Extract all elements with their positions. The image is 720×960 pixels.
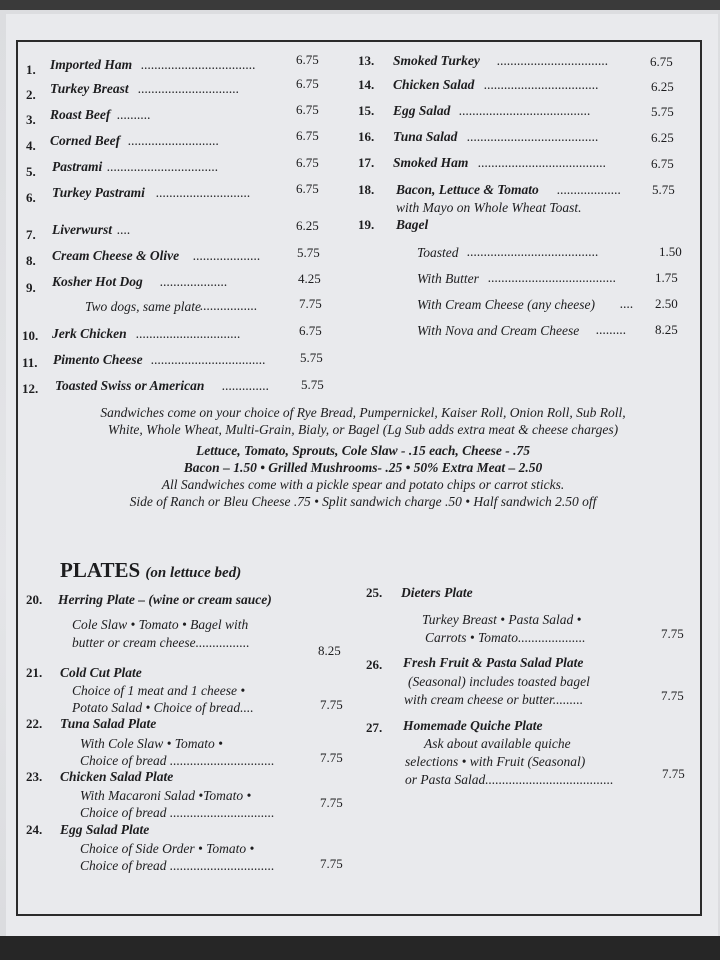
item-price: 7.75 <box>320 750 343 765</box>
item-name: Chicken Salad <box>393 77 475 92</box>
item-number: 1. <box>26 62 36 77</box>
item-number: 11. <box>22 355 38 370</box>
notes-extras: Bacon – 1.50 • Grilled Mushrooms- .25 • 50% Extra Meat – 2.50 <box>183 460 543 475</box>
leader-dots: ......... <box>596 322 627 337</box>
leader-dots: .............. <box>222 378 270 393</box>
leader-dots: ....................................... <box>467 129 599 144</box>
item-price: 7.75 <box>299 296 322 311</box>
item-description: or Pasta Salad...................................... <box>405 772 614 787</box>
item-name: Cream Cheese & Olive <box>52 248 180 263</box>
item-price: 6.75 <box>296 102 319 117</box>
leader-dots: .............................. <box>138 81 240 96</box>
item-name: Jerk Chicken <box>52 326 127 341</box>
notes-bread-choice: Sandwiches come on your choice of Rye Bread, Pumpernickel, Kaiser Roll, Onion Roll, Sub Roll, <box>100 405 626 420</box>
item-description: Potato Salad • Choice of bread.... <box>72 700 254 715</box>
item-price: 7.75 <box>661 626 684 641</box>
item-price: 1.50 <box>659 244 682 259</box>
item-name: Tuna Salad Plate <box>60 716 157 731</box>
leader-dots: ...................................... <box>488 270 617 285</box>
item-option: With Nova and Cream Cheese <box>417 323 580 338</box>
item-price: 7.75 <box>320 697 343 712</box>
item-price: 6.75 <box>651 156 674 171</box>
item-name: Liverwurst <box>52 222 113 237</box>
item-price: 5.75 <box>301 377 324 392</box>
item-name: Homemade Quiche Plate <box>403 718 543 733</box>
item-price: 4.25 <box>298 271 321 286</box>
item-description: with Mayo on Whole Wheat Toast. <box>396 200 582 215</box>
item-name: Pimento Cheese <box>53 352 143 367</box>
item-description: Carrots • Tomato.................... <box>425 630 586 645</box>
item-price: 8.25 <box>318 643 341 658</box>
item-name: Egg Salad <box>393 103 451 118</box>
item-price: 7.75 <box>320 856 343 871</box>
item-number: 10. <box>22 328 39 343</box>
item-name: Kosher Hot Dog <box>52 274 143 289</box>
item-price: 7.75 <box>320 795 343 810</box>
item-name: Herring Plate – (wine or cream sauce) <box>58 592 272 607</box>
item-price: 6.25 <box>651 130 674 145</box>
item-price: 5.75 <box>651 104 674 119</box>
item-name: Imported Ham <box>50 57 133 72</box>
item-name: Roast Beef <box>50 107 111 122</box>
leader-dots: .......... <box>117 107 151 122</box>
item-number: 5. <box>26 164 36 179</box>
photo-edge-shadow <box>0 936 720 960</box>
item-name: Cold Cut Plate <box>60 665 142 680</box>
item-name: Bagel <box>396 217 429 232</box>
item-description: butter or cream cheese................ <box>72 635 250 650</box>
item-name: Chicken Salad Plate <box>60 769 174 784</box>
item-price: 5.75 <box>297 245 320 260</box>
leader-dots: .................................. <box>484 77 599 92</box>
item-name: Turkey Pastrami <box>52 185 145 200</box>
item-option: With Butter <box>417 271 479 286</box>
leader-dots: .... <box>620 296 634 311</box>
item-price: 6.75 <box>296 155 319 170</box>
item-name: Smoked Ham <box>393 155 469 170</box>
leader-dots: ................. <box>200 298 258 313</box>
item-number: 20. <box>26 592 43 607</box>
item-number: 7. <box>26 227 36 242</box>
item-number: 15. <box>358 103 375 118</box>
leader-dots: ............................ <box>156 185 251 200</box>
item-price: 8.25 <box>655 322 678 337</box>
sandwich-notes <box>40 404 686 510</box>
item-number: 6. <box>26 190 36 205</box>
leader-dots: ........................... <box>128 133 220 148</box>
item-price: 6.75 <box>296 181 319 196</box>
item-number: 24. <box>26 822 43 837</box>
item-number: 12. <box>22 381 39 396</box>
leader-dots: ............................... <box>136 326 241 341</box>
item-name: Corned Beef <box>50 133 121 148</box>
item-option: Toasted <box>417 245 459 260</box>
item-number: 21. <box>26 665 43 680</box>
item-number: 4. <box>26 138 36 153</box>
item-description: With Macaroni Salad •Tomato • <box>80 788 252 803</box>
item-name: Fresh Fruit & Pasta Salad Plate <box>403 655 584 670</box>
leader-dots: .................................. <box>141 57 256 72</box>
item-price: 7.75 <box>662 766 685 781</box>
leader-dots: .... <box>117 222 131 237</box>
item-number: 27. <box>366 720 383 735</box>
leader-dots: ................................. <box>497 53 609 68</box>
item-number: 17. <box>358 155 375 170</box>
item-number: 2. <box>26 87 36 102</box>
item-option: With Cream Cheese (any cheese) <box>417 297 595 312</box>
item-number: 23. <box>26 769 43 784</box>
item-number: 22. <box>26 716 43 731</box>
item-price: 6.25 <box>651 79 674 94</box>
item-price: 6.75 <box>650 54 673 69</box>
item-price: 6.75 <box>299 323 322 338</box>
item-number: 9. <box>26 280 36 295</box>
item-number: 13. <box>358 53 375 68</box>
item-option: Two dogs, same plate <box>85 299 202 314</box>
item-number: 14. <box>358 77 375 92</box>
plates-subtitle: (on lettuce bed) <box>145 565 242 581</box>
notes-bread-choice-2: White, Whole Wheat, Multi-Grain, Bialy, or Bagel (Lg Sub adds extra meat & cheese charges) <box>107 422 619 437</box>
item-description: With Cole Slaw • Tomato • <box>80 736 223 751</box>
item-number: 3. <box>26 112 36 127</box>
item-name: Dieters Plate <box>401 585 473 600</box>
leader-dots: ...................................... <box>478 155 607 170</box>
item-price: 6.25 <box>296 218 319 233</box>
item-description: selections • with Fruit (Seasonal) <box>405 754 586 769</box>
item-name: Pastrami <box>52 159 103 174</box>
item-price: 5.75 <box>652 182 675 197</box>
item-price: 1.75 <box>655 270 678 285</box>
item-description: Ask about available quiche <box>424 736 571 751</box>
leader-dots: ................... <box>557 182 622 197</box>
leader-dots: ................................. <box>107 159 219 174</box>
plates-heading <box>60 558 241 583</box>
item-description: Choice of bread ............................... <box>80 858 275 873</box>
item-name: Egg Salad Plate <box>60 822 150 837</box>
item-price: 2.50 <box>655 296 678 311</box>
leader-dots: ....................................... <box>467 244 599 259</box>
item-number: 25. <box>366 585 383 600</box>
item-description: Cole Slaw • Tomato • Bagel with <box>72 617 249 632</box>
plates-title: PLATES <box>60 558 141 582</box>
item-number: 18. <box>358 182 375 197</box>
item-price: 5.75 <box>300 350 323 365</box>
item-name: Turkey Breast <box>50 81 129 96</box>
item-number: 19. <box>358 217 375 232</box>
item-number: 8. <box>26 253 36 268</box>
item-name: Bacon, Lettuce & Tomato <box>396 182 539 197</box>
item-description: Choice of Side Order • Tomato • <box>80 841 255 856</box>
leader-dots: .................... <box>193 248 261 263</box>
item-name: Toasted Swiss or American <box>55 378 205 393</box>
leader-dots: ....................................... <box>459 103 591 118</box>
item-description: Turkey Breast • Pasta Salad • <box>422 612 582 627</box>
item-number: 16. <box>358 129 375 144</box>
item-description: with cream cheese or butter......... <box>404 692 584 707</box>
item-number: 26. <box>366 657 383 672</box>
leader-dots: .................... <box>160 274 228 289</box>
notes-charges: Side of Ranch or Bleu Cheese .75 • Split sandwich charge .50 • Half sandwich 2.50 off <box>129 494 597 509</box>
notes-sides: All Sandwiches come with a pickle spear and potato chips or carrot sticks. <box>161 477 565 492</box>
item-description: Choice of bread ............................... <box>80 805 275 820</box>
item-price: 6.75 <box>296 76 319 91</box>
item-price: 6.75 <box>296 128 319 143</box>
item-price: 6.75 <box>296 52 319 67</box>
item-name: Smoked Turkey <box>393 53 480 68</box>
item-price: 7.75 <box>661 688 684 703</box>
notes-toppings: Lettuce, Tomato, Sprouts, Cole Slaw - .15 each, Cheese - .75 <box>196 443 530 458</box>
item-description: (Seasonal) includes toasted bagel <box>408 674 590 689</box>
leader-dots: .................................. <box>151 352 266 367</box>
item-description: Choice of 1 meat and 1 cheese • <box>72 683 246 698</box>
item-name: Tuna Salad <box>393 129 458 144</box>
item-description: Choice of bread ............................... <box>80 753 275 768</box>
